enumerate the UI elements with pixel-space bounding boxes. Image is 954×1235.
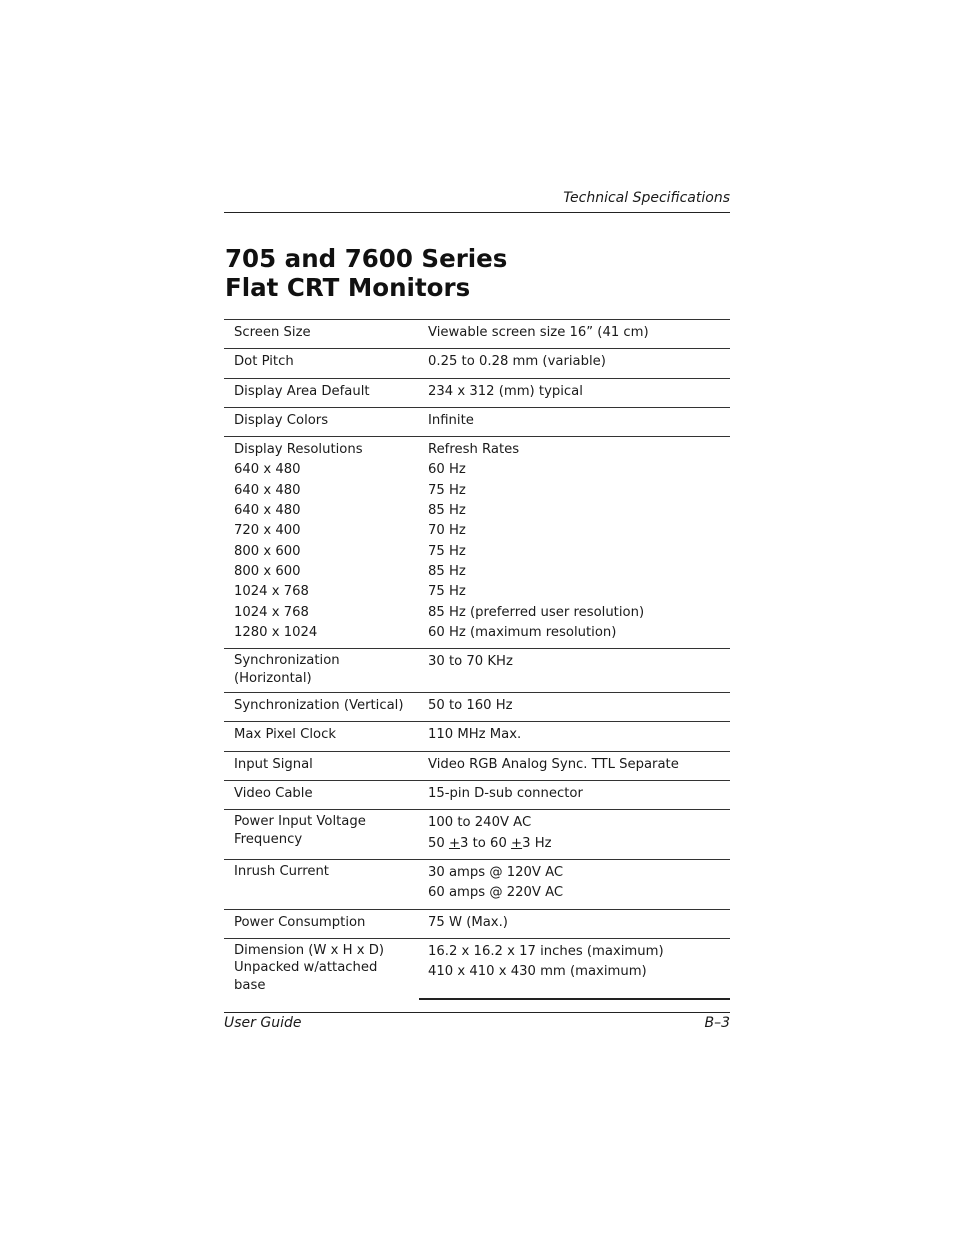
resolution: 640 x 480	[234, 482, 301, 498]
plus-minus-sign: +	[448, 835, 461, 851]
spec-value: 30 amps @ 120V AC 60 amps @ 220V AC	[419, 859, 730, 909]
spec-label: Max Pixel Clock	[224, 722, 419, 751]
refresh-rate: 75 Hz	[428, 482, 466, 498]
spec-label: Inrush Current	[224, 859, 419, 909]
resolution: 720 x 400	[234, 523, 301, 539]
resolution: 640 x 480	[234, 503, 301, 519]
page-title	[225, 244, 731, 302]
spec-value: 100 to 240V AC 50 +3 to 60 +3 Hz	[419, 810, 730, 860]
table-row	[224, 407, 730, 436]
table-row	[224, 859, 730, 909]
frequency-value: 50 +3 to 60 +3 Hz	[428, 835, 552, 851]
table-row	[224, 751, 730, 780]
table-row	[224, 437, 730, 649]
spec-label: Display Colors	[224, 407, 419, 436]
spec-value: 50 to 160 Hz	[419, 693, 730, 722]
table-row	[224, 649, 730, 693]
resolution: 1280 x 1024	[234, 624, 318, 640]
running-footer	[224, 1012, 730, 1037]
table-row	[224, 722, 730, 751]
table-row	[224, 349, 730, 378]
resolution: 1024 x 768	[234, 604, 309, 620]
spec-value: 110 MHz Max.	[419, 722, 730, 751]
refresh-rate: 85 Hz (preferred user resolution)	[428, 604, 645, 620]
spec-label: Dot Pitch	[224, 349, 419, 378]
spec-value: Refresh Rates 60 Hz 75 Hz 85 Hz 70 Hz 75 Hz 85 Hz 75 Hz 85 Hz (preferred user resolution) 60 Hz (maximum resolution)	[419, 437, 730, 649]
page-title-line-1: 705 and 7600 Series	[225, 244, 508, 273]
table-row	[224, 938, 730, 999]
plus-minus-sign: +	[511, 835, 523, 851]
section-title: Technical Specifications	[563, 190, 730, 206]
resolution: 800 x 600	[234, 563, 301, 579]
spec-value: 16.2 x 16.2 x 17 inches (maximum) 410 x 410 x 430 mm (maximum)	[419, 938, 730, 999]
spec-label: Display Resolutions 640 x 480 640 x 480 640 x 480 720 x 400 800 x 600 800 x 600 1024 x 768 1024 x 768 1280 x 1024	[224, 437, 419, 649]
resolution: 1024 x 768	[234, 584, 309, 600]
page-title-line-2: Flat CRT Monitors	[225, 273, 471, 302]
spec-label: Input Signal	[224, 751, 419, 780]
spec-label: Video Cable	[224, 781, 419, 810]
spec-label: Power Consumption	[224, 909, 419, 938]
spec-table	[224, 319, 730, 1000]
page-number: B–3	[704, 1015, 730, 1031]
spec-value: 30 to 70 KHz	[419, 649, 730, 693]
refresh-rate: 75 Hz	[428, 543, 466, 559]
document-title: User Guide	[224, 1015, 302, 1031]
refresh-rate: 85 Hz	[428, 563, 466, 579]
spec-label: Power Input Voltage Frequency	[224, 810, 419, 860]
table-row	[224, 320, 730, 349]
table-row	[224, 781, 730, 810]
refresh-rate: 60 Hz	[428, 462, 466, 478]
table-row	[224, 909, 730, 938]
spec-value: Viewable screen size 16” (41 cm)	[419, 320, 730, 349]
table-row	[224, 693, 730, 722]
spec-value: 234 x 312 (mm) typical	[419, 378, 730, 407]
resolution: 800 x 600	[234, 543, 301, 559]
spec-value: Video RGB Analog Sync. TTL Separate	[419, 751, 730, 780]
table-row	[224, 378, 730, 407]
spec-value: 75 W (Max.)	[419, 909, 730, 938]
spec-label: Dimension (W x H x D) Unpacked w/attached base	[234, 942, 385, 993]
spec-value: 0.25 to 0.28 mm (variable)	[419, 349, 730, 378]
spec-value: Infinite	[419, 407, 730, 436]
resolution: 640 x 480	[234, 462, 301, 478]
spec-label: Display Area Default	[224, 378, 419, 407]
running-header	[224, 190, 730, 213]
spec-label: Synchronization (Horizontal)	[224, 649, 419, 693]
refresh-rate: 60 Hz (maximum resolution)	[428, 624, 617, 640]
refresh-rate: 85 Hz	[428, 503, 466, 519]
refresh-rate: 75 Hz	[428, 584, 466, 600]
spec-label: Synchronization (Vertical)	[224, 693, 419, 722]
spec-value: 15-pin D-sub connector	[419, 781, 730, 810]
spec-label: Screen Size	[224, 320, 419, 349]
refresh-rate: 70 Hz	[428, 523, 466, 539]
table-row	[224, 810, 730, 860]
